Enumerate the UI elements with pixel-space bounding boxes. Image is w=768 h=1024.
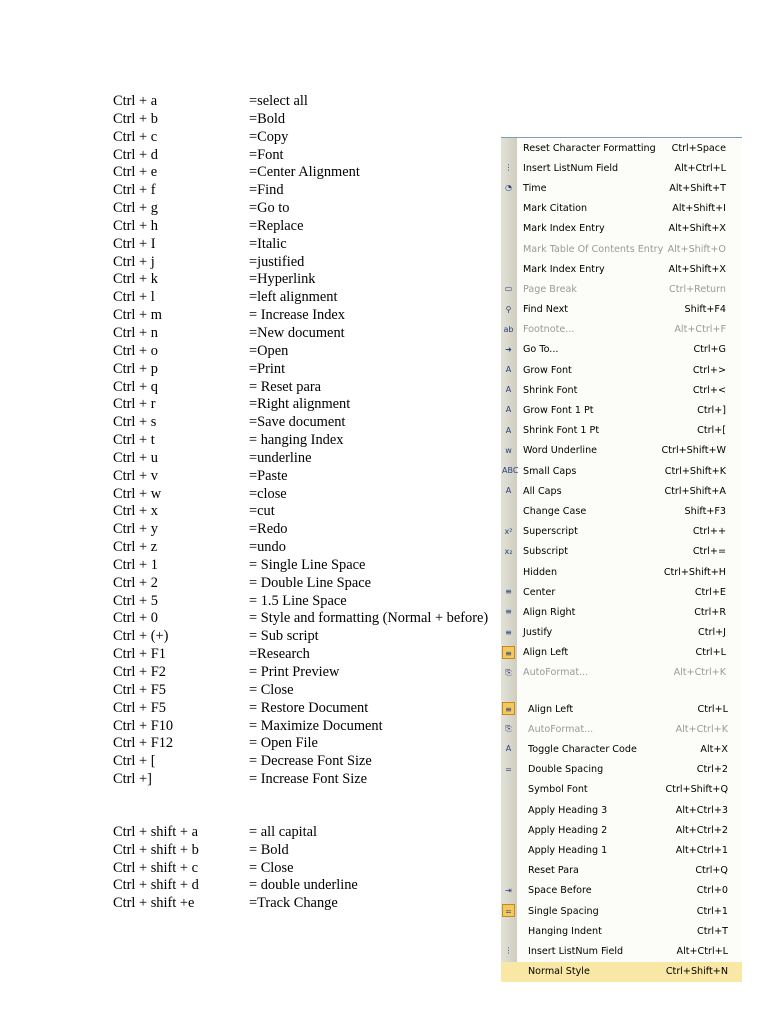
shortcut-description: = Sub script xyxy=(249,628,319,645)
menu-item-icon: A xyxy=(505,425,512,435)
menu-item-icon: w xyxy=(505,445,512,455)
menu-item-shortcut: Ctrl+E xyxy=(694,586,726,598)
menu-item-label: Apply Heading 1 xyxy=(528,844,608,856)
shortcut-row xyxy=(113,182,513,200)
shortcut-description: = Style and formatting (Normal + before) xyxy=(249,610,489,627)
menu-item-shortcut: Ctrl+Return xyxy=(669,283,726,295)
shortcut-key: Ctrl + shift + b xyxy=(113,841,199,858)
menu-item[interactable] xyxy=(501,800,742,820)
shortcut-description: =Replace xyxy=(249,217,304,234)
shortcut-row xyxy=(113,218,513,236)
menu-item-label: Change Case xyxy=(523,505,587,517)
shortcut-row xyxy=(113,271,513,289)
shortcut-description: =Hyperlink xyxy=(249,271,316,288)
menu-item-label: Grow Font 1 Pt xyxy=(523,405,594,417)
shortcut-key: Ctrl + v xyxy=(113,467,158,484)
menu-item-shortcut: Alt+Ctrl+K xyxy=(673,667,726,679)
menu-item-label: Center xyxy=(523,586,556,598)
menu-item-shortcut: Ctrl+L xyxy=(695,647,726,659)
menu-item-shortcut: Ctrl+0 xyxy=(696,885,728,897)
shortcut-key: Ctrl + u xyxy=(113,449,158,466)
menu-item-icon: x₂ xyxy=(504,546,513,556)
menu-item-label: Justify xyxy=(523,627,553,639)
menu-item[interactable] xyxy=(501,239,742,259)
shortcut-row xyxy=(113,700,513,718)
shortcut-key: Ctrl + x xyxy=(113,503,158,520)
shortcut-description: =left alignment xyxy=(249,289,338,306)
menu-item-icon: A xyxy=(505,385,512,395)
shortcut-row xyxy=(113,753,513,771)
shortcut-description: =Font xyxy=(249,146,284,163)
shortcut-key: Ctrl + w xyxy=(113,485,162,502)
menu-item-label: Subscript xyxy=(523,546,568,558)
menu-item-label: Reset Para xyxy=(528,865,579,877)
shortcut-row xyxy=(113,718,513,736)
menu-item-label: Page Break xyxy=(523,283,577,295)
shortcut-row xyxy=(113,646,513,664)
menu-item-icon: = xyxy=(505,764,512,774)
shortcut-key: Ctrl + F1 xyxy=(113,646,166,663)
menu-item-label: Single Spacing xyxy=(528,905,599,917)
menu-item-label: AutoFormat... xyxy=(528,723,594,735)
menu-item-label: Apply Heading 2 xyxy=(528,824,608,836)
menu-item-shortcut: Ctrl+1 xyxy=(696,905,728,917)
shortcut-description: = Single Line Space xyxy=(249,556,366,573)
menu-item-label: Find Next xyxy=(523,304,569,316)
shortcut-row xyxy=(113,664,513,682)
shortcut-description: =Research xyxy=(249,646,310,663)
shortcut-row xyxy=(113,111,513,129)
shortcut-key: Ctrl + p xyxy=(113,360,158,377)
menu-item-label: Mark Table Of Contents Entry xyxy=(523,243,664,255)
menu-item-label: Footnote... xyxy=(523,324,575,336)
shortcut-row xyxy=(113,414,513,432)
menu-item[interactable] xyxy=(501,279,742,299)
menu-item[interactable] xyxy=(501,199,742,219)
shortcut-key: Ctrl + s xyxy=(113,414,157,431)
menu-item[interactable] xyxy=(501,562,742,582)
menu-item-shortcut: Alt+Ctrl+1 xyxy=(675,844,728,856)
menu-item[interactable] xyxy=(501,699,742,719)
menu-item-shortcut: Ctrl+Shift+Q xyxy=(665,784,728,796)
shortcut-row xyxy=(113,129,513,147)
menu-item-shortcut: Ctrl+Shift+N xyxy=(665,966,728,978)
menu-item[interactable] xyxy=(501,441,742,461)
menu-item-icon: ≡ xyxy=(502,702,515,715)
shortcut-key: Ctrl + o xyxy=(113,342,158,359)
menu-item-label: Hidden xyxy=(523,566,558,578)
menu-item-icon: ◔ xyxy=(505,183,512,193)
menu-item[interactable] xyxy=(501,360,742,380)
shortcut-key: Ctrl + shift +e xyxy=(113,895,195,912)
shortcut-key: Ctrl +] xyxy=(113,771,152,788)
shortcut-description: = hanging Index xyxy=(249,432,344,449)
menu-item-icon: ➜ xyxy=(505,344,512,354)
menu-separator xyxy=(501,683,742,699)
shortcut-key: Ctrl + h xyxy=(113,217,158,234)
shortcut-row xyxy=(113,593,513,611)
menu-item-shortcut: Ctrl+< xyxy=(692,384,726,396)
shortcut-description: = all capital xyxy=(249,823,318,840)
menu-item-shortcut: Ctrl+Shift+A xyxy=(664,485,726,497)
shortcut-key: Ctrl + F12 xyxy=(113,735,174,752)
shortcut-document xyxy=(113,93,519,913)
shortcut-description: = double underline xyxy=(249,877,358,894)
menu-item-shortcut: Alt+Shift+I xyxy=(672,203,726,215)
menu-item[interactable] xyxy=(501,400,742,420)
shortcut-row xyxy=(113,200,513,218)
shortcut-description: =close xyxy=(249,485,287,502)
shortcut-key: Ctrl + y xyxy=(113,521,158,538)
menu-item[interactable] xyxy=(501,760,742,780)
menu-item[interactable] xyxy=(501,481,742,501)
menu-item-label: Symbol Font xyxy=(528,784,588,796)
shortcut-description: = Increase Index xyxy=(249,307,346,324)
menu-item[interactable] xyxy=(501,138,742,158)
menu-item-shortcut: Ctrl+> xyxy=(692,364,726,376)
shortcut-description: =Center Alignment xyxy=(249,164,360,181)
menu-item[interactable] xyxy=(501,219,742,239)
shortcut-key: Ctrl + l xyxy=(113,289,155,306)
menu-item-icon: ABC xyxy=(502,466,519,475)
shortcut-key: Ctrl + I xyxy=(113,235,156,252)
menu-item-shortcut: Alt+Ctrl+L xyxy=(676,945,728,957)
shortcut-description: =Italic xyxy=(249,235,287,252)
shortcut-row xyxy=(113,361,513,379)
shortcut-key: Ctrl + [ xyxy=(113,753,156,770)
shortcut-description: =select all xyxy=(249,93,308,109)
shortcut-key: Ctrl + k xyxy=(113,271,158,288)
menu-item-label: Toggle Character Code xyxy=(528,744,637,756)
shortcut-key: Ctrl + n xyxy=(113,324,158,341)
shortcut-description: = Bold xyxy=(249,841,289,858)
menu-item[interactable] xyxy=(501,840,742,860)
menu-item-shortcut: Ctrl+Shift+K xyxy=(664,465,726,477)
menu-item[interactable] xyxy=(501,602,742,622)
menu-item-label: All Caps xyxy=(523,485,562,497)
menu-item[interactable] xyxy=(501,380,742,400)
ctrl-shortcut-list xyxy=(113,93,519,789)
menu-item[interactable] xyxy=(501,461,742,481)
shortcut-description: =Save document xyxy=(249,414,346,431)
shortcut-key: Ctrl + shift + a xyxy=(113,823,198,840)
menu-item-icon: ab xyxy=(503,324,514,334)
shortcut-description: = 1.5 Line Space xyxy=(249,592,347,609)
menu-item[interactable] xyxy=(501,259,742,279)
shortcut-key: Ctrl + (+) xyxy=(113,628,169,645)
menu-item-shortcut: Shift+F4 xyxy=(684,304,726,316)
menu-item-icon: ⚲ xyxy=(505,304,512,314)
shortcut-row xyxy=(113,539,513,557)
menu-item-label: Hanging Indent xyxy=(528,925,602,937)
menu-item[interactable] xyxy=(501,320,742,340)
menu-item[interactable] xyxy=(501,340,742,360)
menu-item-label: Align Left xyxy=(523,647,569,659)
shortcut-row xyxy=(113,379,513,397)
ctrl-shift-shortcut-list xyxy=(113,824,513,913)
menu-item[interactable] xyxy=(501,861,742,881)
menu-item-shortcut: Alt+Ctrl+F xyxy=(674,324,726,336)
menu-item-label: AutoFormat... xyxy=(523,667,589,679)
menu-item-icon: ▭ xyxy=(504,284,513,294)
shortcut-description: = Open File xyxy=(249,735,318,752)
shortcut-key: Ctrl + d xyxy=(113,146,158,163)
menu-item-shortcut: Ctrl+L xyxy=(697,703,728,715)
menu-item-label: Superscript xyxy=(523,526,578,538)
context-menu xyxy=(501,137,742,982)
menu-item-label: Mark Index Entry xyxy=(523,263,605,275)
menu-item-icon: ≡ xyxy=(505,587,512,597)
menu-item[interactable] xyxy=(501,501,742,521)
menu-item-icon: ≡ xyxy=(505,627,512,637)
menu-item-icon: ≡ xyxy=(502,646,515,659)
shortcut-key: Ctrl + F2 xyxy=(113,664,166,680)
shortcut-key: Ctrl + q xyxy=(113,378,158,395)
menu-item-icon: ⇥ xyxy=(505,885,512,895)
menu-item-shortcut: Ctrl+2 xyxy=(696,764,728,776)
menu-item-label: Insert ListNum Field xyxy=(528,945,624,957)
shortcut-row xyxy=(113,842,513,860)
menu-item-icon: ⎘ xyxy=(505,667,512,677)
shortcut-row xyxy=(113,468,513,486)
shortcut-row xyxy=(113,254,513,272)
shortcut-description: = Close xyxy=(249,859,294,876)
shortcut-key: Ctrl + e xyxy=(113,164,158,181)
menu-item-label: Mark Index Entry xyxy=(523,223,605,235)
menu-item-shortcut: Alt+X xyxy=(700,744,728,756)
menu-item[interactable] xyxy=(501,881,742,901)
menu-item-shortcut: Alt+Ctrl+2 xyxy=(675,824,728,836)
shortcut-description: =justified xyxy=(249,253,305,270)
shortcut-row xyxy=(113,575,513,593)
shortcut-row xyxy=(113,307,513,325)
shortcut-row xyxy=(113,557,513,575)
menu-item[interactable] xyxy=(501,522,742,542)
shortcut-key: Ctrl + f xyxy=(113,182,156,199)
shortcut-row xyxy=(113,343,513,361)
menu-item[interactable] xyxy=(501,582,742,602)
menu-item-icon: A xyxy=(505,744,512,754)
menu-item-icon: ⎘ xyxy=(505,724,512,734)
menu-item-shortcut: Ctrl+T xyxy=(697,925,728,937)
shortcut-row xyxy=(113,771,513,789)
menu-item-shortcut: Ctrl+[ xyxy=(697,425,726,437)
shortcut-description: = Maximize Document xyxy=(249,717,383,734)
menu-item-label: Insert ListNum Field xyxy=(523,162,619,174)
shortcut-row xyxy=(113,486,513,504)
menu-item[interactable] xyxy=(501,780,742,800)
menu-item[interactable] xyxy=(501,820,742,840)
menu-item-label: Reset Character Formatting xyxy=(523,142,656,154)
menu-item[interactable] xyxy=(501,542,742,562)
shortcut-description: =Track Change xyxy=(249,895,338,912)
menu-item-icon: ⋮ xyxy=(504,946,513,956)
menu-item-icon: = xyxy=(502,904,515,917)
shortcut-row xyxy=(113,735,513,753)
shortcut-description: =Print xyxy=(249,360,286,377)
menu-item-shortcut: Alt+Shift+X xyxy=(668,263,726,275)
shortcut-key: Ctrl + t xyxy=(113,432,155,449)
shortcut-description: =Open xyxy=(249,342,289,359)
menu-item-label: Grow Font xyxy=(523,364,572,376)
menu-section-bottom xyxy=(501,699,742,982)
shortcut-key: Ctrl + g xyxy=(113,200,158,217)
list-gap xyxy=(113,789,513,824)
shortcut-row xyxy=(113,147,513,165)
shortcut-row xyxy=(113,289,513,307)
shortcut-row xyxy=(113,432,513,450)
shortcut-key: Ctrl + F5 xyxy=(113,681,166,698)
menu-item-shortcut: Ctrl+Space xyxy=(671,142,726,154)
menu-item-icon: ≡ xyxy=(505,607,512,617)
menu-item-shortcut: Alt+Ctrl+L xyxy=(674,162,726,174)
menu-item-shortcut: Alt+Ctrl+K xyxy=(675,723,728,735)
shortcut-row xyxy=(113,682,513,700)
shortcut-row xyxy=(113,236,513,254)
menu-item-label: Small Caps xyxy=(523,465,577,477)
shortcut-key: Ctrl + 5 xyxy=(113,592,158,609)
shortcut-description: =underline xyxy=(249,449,312,466)
menu-item-shortcut: Alt+Shift+T xyxy=(669,182,726,194)
menu-item-label: Align Right xyxy=(523,606,576,618)
shortcut-description: = Restore Document xyxy=(249,699,369,716)
menu-item[interactable] xyxy=(501,921,742,941)
shortcut-key: Ctrl + shift + d xyxy=(113,877,199,894)
menu-item[interactable] xyxy=(501,941,742,961)
menu-item[interactable] xyxy=(501,962,742,982)
menu-item[interactable] xyxy=(501,158,742,178)
shortcut-row xyxy=(113,610,513,628)
menu-item-icon: A xyxy=(505,486,512,496)
shortcut-row xyxy=(113,824,513,842)
menu-item[interactable] xyxy=(501,623,742,643)
shortcut-key: Ctrl + 0 xyxy=(113,610,158,627)
menu-item-label: Align Left xyxy=(528,703,574,715)
shortcut-description: =Right alignment xyxy=(249,396,351,413)
menu-item[interactable] xyxy=(501,178,742,198)
shortcut-row xyxy=(113,521,513,539)
menu-item-label: Double Spacing xyxy=(528,764,604,776)
shortcut-description: =cut xyxy=(249,503,275,520)
menu-item-icon: ⋮ xyxy=(504,163,513,173)
shortcut-row xyxy=(113,325,513,343)
shortcut-key: Ctrl + b xyxy=(113,110,158,127)
shortcut-key: Ctrl + shift + c xyxy=(113,859,198,876)
shortcut-description: =Find xyxy=(249,182,284,199)
shortcut-row xyxy=(113,628,513,646)
shortcut-row xyxy=(113,450,513,468)
shortcut-key: Ctrl + F10 xyxy=(113,717,174,734)
menu-item-label: Space Before xyxy=(528,885,592,897)
shortcut-key: Ctrl + c xyxy=(113,128,158,145)
menu-item-shortcut: Ctrl+J xyxy=(698,627,726,639)
shortcut-key: Ctrl + 1 xyxy=(113,556,158,573)
menu-item[interactable] xyxy=(501,663,742,683)
shortcut-key: Ctrl + F5 xyxy=(113,699,166,716)
shortcut-description: =Go to xyxy=(249,200,290,217)
menu-item-label: Time xyxy=(523,182,547,194)
menu-item-label: Shrink Font xyxy=(523,384,578,396)
shortcut-description: = Print Preview xyxy=(249,664,340,680)
menu-item-label: Mark Citation xyxy=(523,203,588,215)
menu-item[interactable] xyxy=(501,421,742,441)
menu-section-top xyxy=(501,138,742,683)
menu-item-label: Go To... xyxy=(523,344,559,356)
menu-item-shortcut: Ctrl+Q xyxy=(695,865,728,877)
menu-item-shortcut: Alt+Shift+X xyxy=(668,223,726,235)
shortcut-key: Ctrl + a xyxy=(113,93,158,109)
shortcut-description: = Double Line Space xyxy=(249,574,372,591)
shortcut-description: =Bold xyxy=(249,110,286,127)
menu-item-icon: x² xyxy=(504,526,513,536)
menu-item-shortcut: Ctrl+] xyxy=(697,405,726,417)
shortcut-row xyxy=(113,895,513,913)
shortcut-description: =undo xyxy=(249,539,286,556)
shortcut-row xyxy=(113,93,513,111)
shortcut-description: =Redo xyxy=(249,521,288,538)
menu-item-label: Word Underline xyxy=(523,445,598,457)
shortcut-key: Ctrl + z xyxy=(113,539,158,556)
menu-item-shortcut: Alt+Shift+O xyxy=(667,243,726,255)
shortcut-description: = Close xyxy=(249,681,294,698)
shortcut-key: Ctrl + m xyxy=(113,307,162,324)
shortcut-description: =Paste xyxy=(249,467,288,484)
menu-item[interactable] xyxy=(501,643,742,663)
menu-item-shortcut: Ctrl+R xyxy=(694,606,726,618)
menu-item-label: Normal Style xyxy=(528,966,590,978)
menu-item-icon: A xyxy=(505,405,512,415)
shortcut-description: =Copy xyxy=(249,128,289,145)
menu-item-label: Apply Heading 3 xyxy=(528,804,608,816)
shortcut-row xyxy=(113,877,513,895)
shortcut-row xyxy=(113,860,513,878)
shortcut-row xyxy=(113,503,513,521)
menu-item-label: Shrink Font 1 Pt xyxy=(523,425,600,437)
shortcut-key: Ctrl + r xyxy=(113,396,156,413)
shortcut-description: = Reset para xyxy=(249,378,322,395)
menu-item[interactable] xyxy=(501,300,742,320)
shortcut-description: =New document xyxy=(249,324,345,341)
menu-item-shortcut: Alt+Ctrl+3 xyxy=(675,804,728,816)
shortcut-description: = Decrease Font Size xyxy=(249,753,372,770)
menu-item-shortcut: Ctrl+Shift+W xyxy=(661,445,726,457)
menu-item-icon: A xyxy=(505,365,512,375)
shortcut-row xyxy=(113,164,513,182)
shortcut-key: Ctrl + j xyxy=(113,253,155,270)
menu-item-shortcut: Shift+F3 xyxy=(684,505,726,517)
menu-item[interactable] xyxy=(501,719,742,739)
menu-item-shortcut: Ctrl+= xyxy=(692,546,726,558)
menu-item[interactable] xyxy=(501,901,742,921)
shortcut-row xyxy=(113,396,513,414)
menu-item-shortcut: Ctrl+Shift+H xyxy=(663,566,726,578)
menu-item[interactable] xyxy=(501,739,742,759)
shortcut-description: = Increase Font Size xyxy=(249,771,368,788)
menu-item-shortcut: Ctrl++ xyxy=(692,526,726,538)
shortcut-key: Ctrl + 2 xyxy=(113,574,158,591)
menu-item-shortcut: Ctrl+G xyxy=(693,344,726,356)
